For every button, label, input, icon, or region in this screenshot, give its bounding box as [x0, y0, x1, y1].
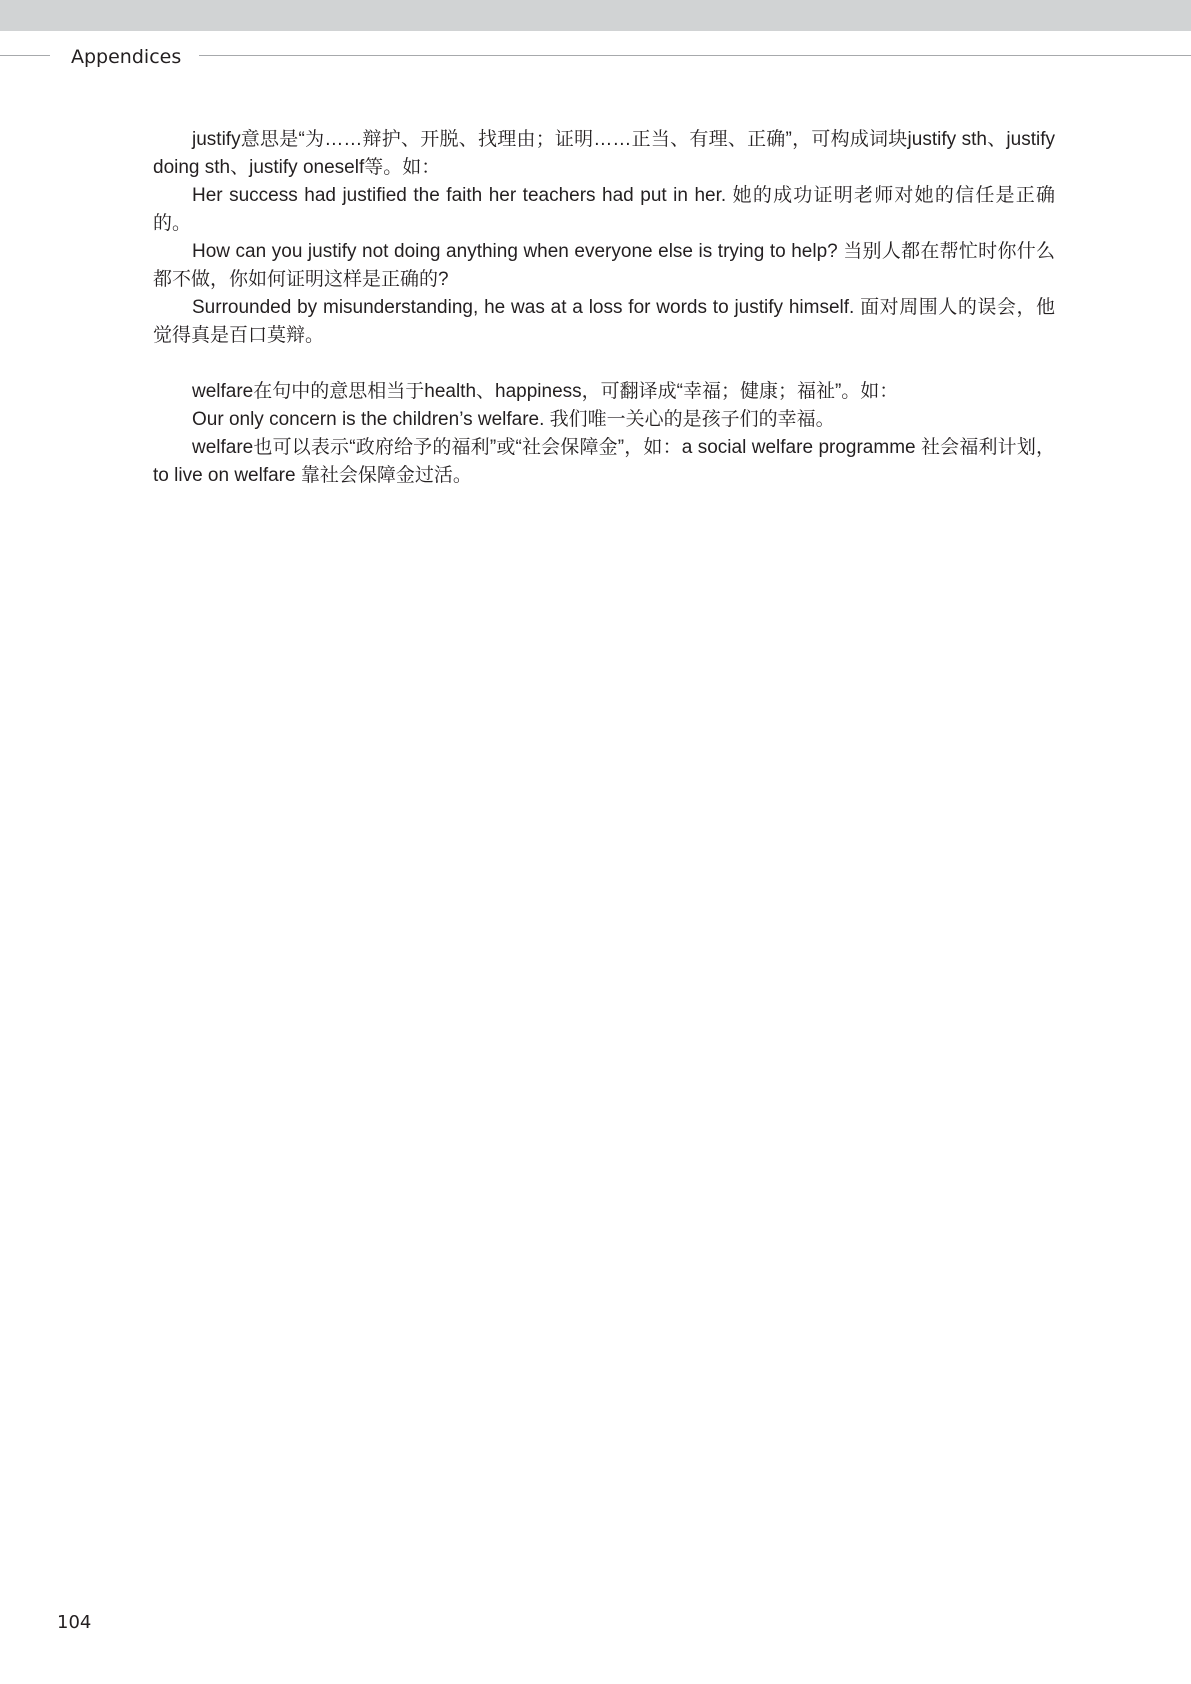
header-rule-left [0, 55, 50, 56]
header-rule-right [199, 55, 1191, 56]
section-title: Appendices [71, 46, 182, 68]
justify-example-3: Surrounded by misunderstanding, he was at a loss for words to justify himself. 面对周围人的误会，他觉得真是百口莫辩。 [153, 297, 1055, 346]
welfare-definition: welfare在句中的意思相当于health、happiness，可翻译成“幸福；健康；福祉”。如： [192, 381, 899, 402]
welfare-explanation-block [153, 378, 1055, 490]
welfare-extended-meaning: welfare也可以表示“政府给予的福利”或“社会保障金”，如：a social welfare programme 社会福利计划，to live on welfare 靠社会保障金过活。 [153, 437, 1055, 486]
justify-definition: justify意思是“为……辩护、开脱、找理由；证明……正当、有理、正确”，可构成词块justify sth、justify doing sth、justify oneself等。如： [153, 129, 1055, 178]
justify-explanation-block [153, 126, 1055, 350]
justify-example-1: Her success had justified the faith her teachers had put in her. 她的成功证明老师对她的信任是正确的。 [153, 185, 1055, 234]
page-number: 104 [57, 1612, 92, 1633]
top-header-band [0, 0, 1191, 31]
block-spacer [153, 350, 1055, 378]
justify-example-2: How can you justify not doing anything when everyone else is trying to help? 当别人都在帮忙时你什么都不做，你如何证明这样是正确的? [153, 241, 1055, 290]
welfare-example-1: Our only concern is the children’s welfare. 我们唯一关心的是孩子们的幸福。 [192, 409, 835, 430]
page-body [153, 126, 1055, 490]
